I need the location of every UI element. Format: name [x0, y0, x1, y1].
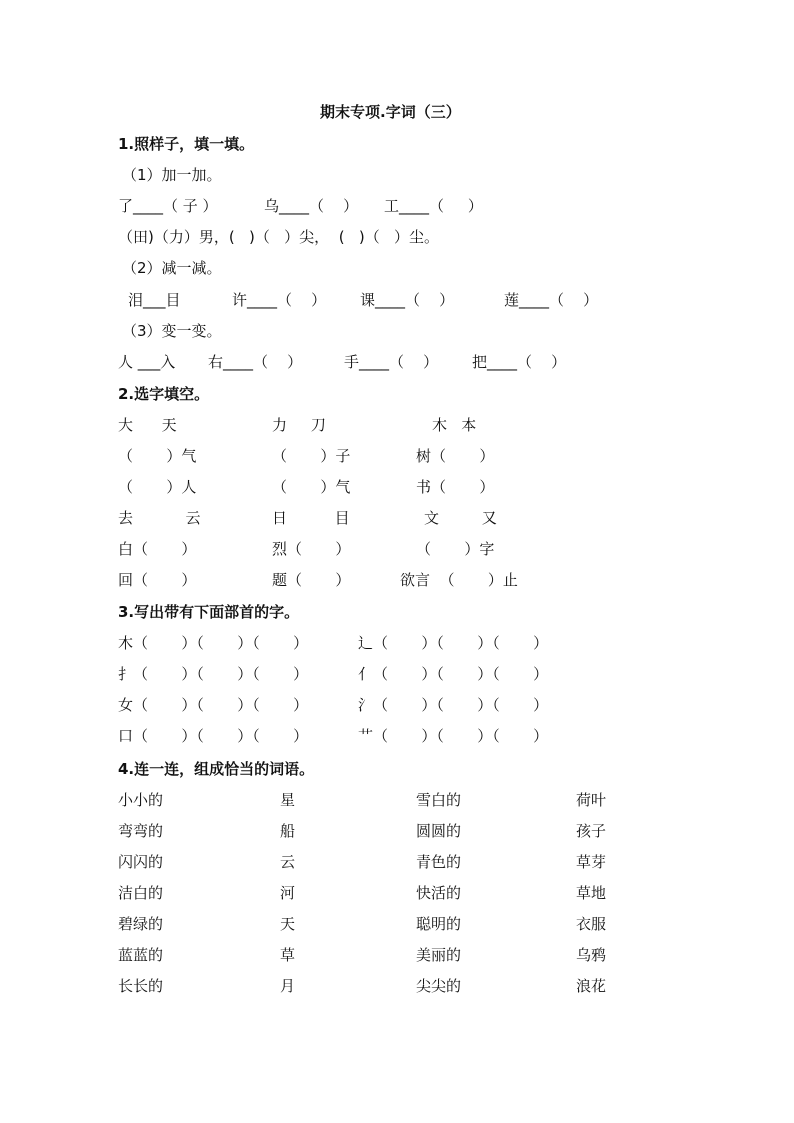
q4-col2-item: 云: [280, 853, 296, 871]
q1-sub3: （3）变一变。: [122, 322, 222, 340]
q2-r5-c1: 白（ ）: [118, 540, 197, 558]
q3-r4-left: 口（ ）（ ）（ ）: [118, 727, 309, 745]
q4-col1-item: 长长的: [118, 977, 164, 995]
q1-sub1: （1）加一加。: [122, 166, 222, 184]
q3-r4-right: 艹（ ）（ ）（ ）: [358, 727, 549, 745]
q4-col3-item: 青色的: [416, 853, 462, 871]
q4-col4-item: 孩子: [576, 822, 607, 840]
q4-col1-item: 闪闪的: [118, 853, 164, 871]
q4-col3-item: 聪明的: [416, 915, 462, 933]
q1-row4-item1: 人 ___入: [118, 353, 176, 371]
q1-row1-item3: 工____（ ）: [384, 197, 483, 215]
q1-row3-item3: 课____（ ）: [360, 291, 455, 309]
q4-col4-item: 荷叶: [576, 791, 607, 809]
q2-r1-c3: 木 本: [432, 416, 477, 434]
q4-col3-item: 雪白的: [416, 791, 462, 809]
q1-row4-item3: 手____（ ）: [344, 353, 439, 371]
q2-r4-c3: 文 又: [424, 509, 497, 527]
q4-col2-item: 船: [280, 822, 296, 840]
q4-col3-item: 美丽的: [416, 946, 462, 964]
q4-heading: 4.连一连，组成恰当的词语。: [118, 760, 315, 778]
q3-r3-left: 女（ ）（ ）（ ）: [118, 696, 309, 714]
q3-r2-left: 扌（ ）（ ）（ ）: [118, 665, 309, 683]
q4-col4-item: 草芽: [576, 853, 607, 871]
q2-r2-c1: （ ）气: [118, 447, 197, 465]
q4-col3-item: 尖尖的: [416, 977, 462, 995]
q4-col2-item: 星: [280, 791, 296, 809]
q1-sub2: （2）减一减。: [122, 259, 222, 277]
q4-col2-item: 天: [280, 915, 296, 933]
q4-col3-item: 圆圆的: [416, 822, 462, 840]
q2-r4-c2: 日 目: [272, 509, 350, 527]
q4-col1-item: 洁白的: [118, 884, 164, 902]
q2-r3-c3: 书（ ）: [416, 478, 495, 496]
q4-col2-item: 草: [280, 946, 296, 964]
q2-r1-c1: 大 天: [118, 416, 177, 434]
q4-col4-item: 衣服: [576, 915, 607, 933]
q4-col4-item: 乌鸦: [576, 946, 607, 964]
q3-heading: 3.写出带有下面部首的字。: [118, 603, 300, 621]
page-title: 期末专项.字词（三）: [320, 103, 461, 121]
q1-row3-item2: 许____（ ）: [232, 291, 327, 309]
q2-r5-c3: （ ）字: [416, 540, 495, 558]
q1-heading: 1.照样子，填一填。: [118, 135, 255, 153]
q4-col4-item: 浪花: [576, 977, 607, 995]
q1-row4-item4: 把____（ ）: [472, 353, 567, 371]
q4-col2-item: 河: [280, 884, 296, 902]
q2-r6-c2: 题（ ）: [272, 571, 351, 589]
q4-col1-item: 弯弯的: [118, 822, 164, 840]
q3-r1-left: 木（ ）（ ）（ ）: [118, 634, 309, 652]
q2-r6-c3: 欲言 （ ）止: [400, 571, 518, 589]
q2-r6-c1: 回（ ）: [118, 571, 197, 589]
q4-col1-item: 小小的: [118, 791, 164, 809]
q2-r5-c2: 烈（ ）: [272, 540, 351, 558]
q3-r3-right: 氵（ ）（ ）（ ）: [358, 696, 549, 714]
q1-row3-item1: 泪___目: [128, 291, 181, 309]
q1-row4-item2: 右____（ ）: [208, 353, 303, 371]
q1-row2: （田)（力）男，( )（ ）尖， ( )（ ）尘。: [118, 228, 440, 246]
q4-col1-item: 碧绿的: [118, 915, 164, 933]
q1-row1-item1: 了____（ 子 ）: [118, 197, 218, 215]
q4-col4-item: 草地: [576, 884, 607, 902]
q2-r2-c2: （ ）子: [272, 447, 351, 465]
q1-row3-item4: 莲____（ ）: [504, 291, 599, 309]
q2-r3-c2: （ ）气: [272, 478, 351, 496]
q4-col2-item: 月: [280, 977, 296, 995]
q3-r1-right: 辶（ ）（ ）（ ）: [358, 634, 549, 652]
q4-col3-item: 快活的: [416, 884, 462, 902]
q2-r1-c2: 力 刀: [272, 416, 326, 434]
q2-r4-c1: 去 云: [118, 509, 201, 527]
q3-r2-right: 亻（ ）（ ）（ ）: [358, 665, 549, 683]
q4-col1-item: 蓝蓝的: [118, 946, 164, 964]
q2-heading: 2.选字填空。: [118, 385, 210, 403]
q2-r2-c3: 树（ ）: [416, 447, 495, 465]
q1-row1-item2: 乌____（ ）: [264, 197, 359, 215]
q2-r3-c1: （ ）人: [118, 478, 197, 496]
